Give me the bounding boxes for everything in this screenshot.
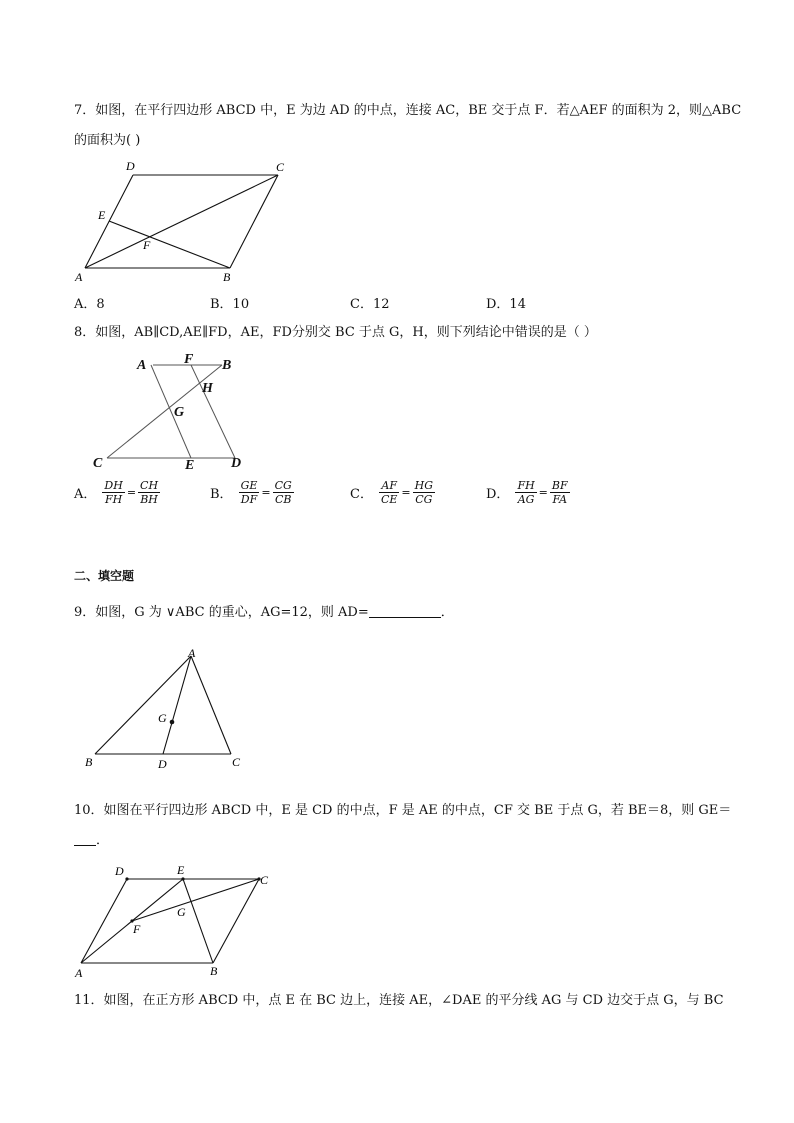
q9-label-g: G bbox=[158, 711, 167, 725]
q10-text-line1: 10．如图在平行四边形 ABCD 中，E 是 CD 的中点，F 是 AE 的中点，CF 交 BE 于点 G，若 BE＝8，则 GE＝ bbox=[74, 803, 732, 818]
q7-label-a: A bbox=[75, 270, 83, 284]
fraction: $\frac{GE}{DF}$ bbox=[240, 479, 258, 506]
q7-option-a[interactable]: A．8 bbox=[74, 297, 105, 312]
q9-label-c: C bbox=[232, 755, 241, 769]
q7-option-b[interactable]: B．10 bbox=[210, 297, 250, 312]
q8-label-a: A bbox=[137, 358, 147, 373]
q7-label-d: D bbox=[126, 159, 135, 173]
q10-label-e: E bbox=[177, 863, 185, 877]
q7-option-d[interactable]: D．14 bbox=[486, 297, 526, 312]
q7-label-e: E bbox=[98, 208, 106, 222]
fraction: $\frac{CH}{BH}$ bbox=[140, 479, 159, 506]
q9-label-a: A bbox=[188, 646, 196, 660]
q10-text-line2: ． bbox=[74, 830, 109, 852]
q7-label-c: C bbox=[276, 160, 285, 174]
q8-label-h: H bbox=[202, 381, 213, 396]
q8-option-b[interactable]: B． $\frac{GE}{DF}$ = $\frac{CG}{CB}$ bbox=[210, 479, 292, 506]
q8-figure bbox=[85, 345, 265, 475]
q8-label-d: D bbox=[231, 456, 242, 471]
q7-label-f: F bbox=[143, 238, 151, 252]
q8-option-c[interactable]: C． $\frac{AF}{CE}$ = $\frac{HG}{CG}$ bbox=[350, 479, 434, 506]
q10-parallelogram-figure bbox=[65, 858, 285, 983]
q8-text: 8．如图，AB∥CD,AE∥FD，AE，FD分别交 BC 于点 G，H，则下列结论中错误的是（ ） bbox=[74, 325, 597, 340]
q10-label-c: C bbox=[260, 873, 269, 887]
q7-parallelogram-figure bbox=[60, 155, 310, 290]
q8-option-d[interactable]: D． $\frac{FH}{AG}$ = $\frac{BF}{FA}$ bbox=[486, 479, 568, 506]
fraction: $\frac{BF}{FA}$ bbox=[551, 479, 568, 506]
fraction: $\frac{CG}{CB}$ bbox=[274, 479, 292, 506]
q9-triangle-figure bbox=[80, 642, 255, 774]
q10-label-d: D bbox=[115, 864, 124, 878]
q9-text: 9．如图，G 为 ∨ABC 的重心，AG=12，则 AD= ． bbox=[74, 605, 454, 620]
section-title: 二、填空题 bbox=[74, 569, 135, 583]
q7-text-line1: 7．如图，在平行四边形 ABCD 中，E 为边 AD 的中点，连接 AC，BE 交于点 F．若△AEF 的面积为 2，则△ABC bbox=[74, 103, 742, 118]
q8-label-e: E bbox=[185, 458, 195, 473]
q10-label-b: B bbox=[210, 964, 218, 978]
fraction: $\frac{DH}{FH}$ bbox=[104, 479, 123, 506]
q7-label-b: B bbox=[223, 270, 231, 284]
centroid-point bbox=[170, 720, 175, 725]
q10-label-g: G bbox=[177, 905, 186, 919]
q10-label-a: A bbox=[75, 966, 83, 980]
q10-answer-blank[interactable] bbox=[74, 831, 96, 846]
q8-option-a[interactable]: A． $\frac{DH}{FH}$ = $\frac{CH}{BH}$ bbox=[74, 479, 159, 506]
q8-label-c: C bbox=[93, 456, 103, 471]
q11-text: 11．如图，在正方形 ABCD 中，点 E 在 BC 边上，连接 AE，∠DAE 的平分线 AG 与 CD 边交于点 G，与 BC bbox=[74, 993, 724, 1008]
fraction: $\frac{AF}{CE}$ bbox=[380, 479, 398, 506]
fraction: $\frac{FH}{AG}$ bbox=[517, 479, 535, 506]
q7-option-c[interactable]: C．12 bbox=[350, 297, 390, 312]
q8-label-f: F bbox=[184, 352, 194, 367]
q8-label-b: B bbox=[222, 358, 232, 373]
q9-answer-blank[interactable] bbox=[369, 603, 441, 618]
q9-label-d: D bbox=[158, 757, 167, 771]
q9-label-b: B bbox=[85, 755, 93, 769]
fraction: $\frac{HG}{CG}$ bbox=[414, 479, 434, 506]
q7-text-line2: 的面积为( ) bbox=[74, 133, 141, 148]
q10-label-f: F bbox=[133, 922, 141, 936]
q8-label-g: G bbox=[174, 405, 185, 420]
